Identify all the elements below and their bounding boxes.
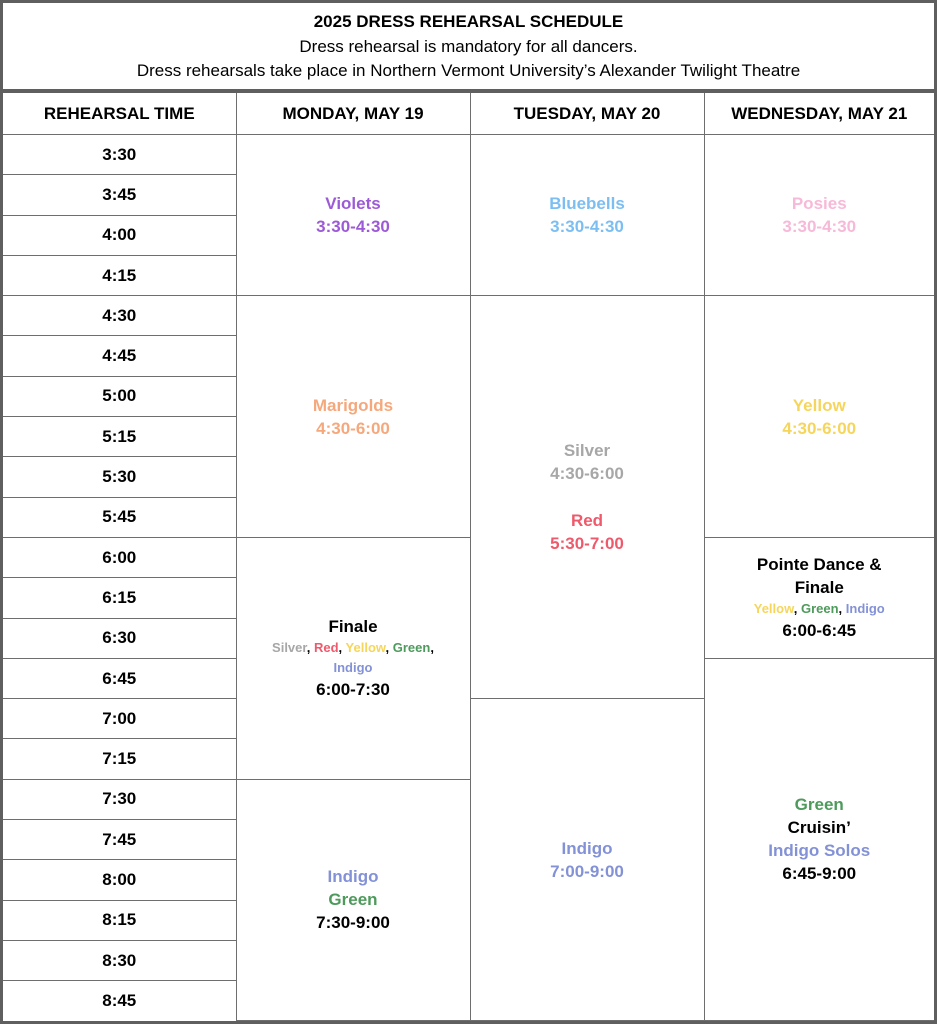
group-name: Yellow xyxy=(792,395,846,415)
monday-marigolds-block xyxy=(236,296,470,538)
time-cell: 6:30 xyxy=(3,618,236,658)
column-header-time: REHEARSAL TIME xyxy=(3,93,236,135)
time-cell: 6:00 xyxy=(3,537,236,577)
monday-finale-block: Finale Silver, Red, Yellow, Green, Indigo 6:00-7:30 xyxy=(236,537,470,779)
group-time: 6:00-6:45 xyxy=(782,621,857,641)
time-cell: 4:30 xyxy=(3,296,236,336)
group-name: Red xyxy=(570,511,604,531)
time-cell: 5:45 xyxy=(3,497,236,537)
wednesday-yellow-block xyxy=(704,296,934,538)
monday-violets-block xyxy=(236,135,470,296)
time-cell: 3:30 xyxy=(3,135,236,175)
wednesday-posies-block xyxy=(704,135,934,296)
column-header-tuesday: TUESDAY, MAY 20 xyxy=(470,93,704,135)
group-tag: Silver xyxy=(272,640,307,656)
schedule-header xyxy=(3,3,934,89)
tuesday-silver-red-block xyxy=(470,296,704,699)
group-name: Cruisin’ xyxy=(787,818,851,838)
wednesday-pointe-block: Pointe Dance & Finale Yellow, Green, Indigo 6:00-6:45 xyxy=(704,537,934,658)
time-cell: 5:30 xyxy=(3,457,236,497)
schedule-table xyxy=(3,93,934,1021)
group-tag: Yellow xyxy=(345,640,386,656)
time-cell: 6:45 xyxy=(3,658,236,698)
group-tag: Indigo xyxy=(845,601,885,617)
group-name: Posies xyxy=(791,194,847,214)
time-cell: 3:45 xyxy=(3,175,236,215)
group-name: Green xyxy=(794,795,844,815)
group-time: 6:45-9:00 xyxy=(782,864,857,884)
group-time: 4:30-6:00 xyxy=(316,418,390,438)
group-time: 3:30-4:30 xyxy=(550,217,624,237)
group-time: 7:30-9:00 xyxy=(316,913,390,933)
time-cell: 7:00 xyxy=(3,699,236,739)
group-name: Indigo Solos xyxy=(768,841,871,861)
group-time: 4:30-6:00 xyxy=(782,418,857,438)
group-tag: Green xyxy=(392,640,431,656)
group-tag: Red xyxy=(313,640,339,656)
time-cell: 5:00 xyxy=(3,376,236,416)
group-time: 3:30-4:30 xyxy=(782,217,857,237)
group-name: Finale xyxy=(328,617,378,637)
time-cell: 5:15 xyxy=(3,417,236,457)
table-header-row xyxy=(3,93,934,135)
tuesday-indigo-block xyxy=(470,699,704,1021)
group-tag: Yellow xyxy=(753,601,794,617)
group-name-cont: Finale xyxy=(794,578,844,598)
group-name: Bluebells xyxy=(549,194,625,214)
time-cell: 8:45 xyxy=(3,981,236,1021)
time-cell: 7:45 xyxy=(3,820,236,860)
table-row xyxy=(3,296,934,336)
monday-late-block xyxy=(236,779,470,1020)
wednesday-late-block xyxy=(704,658,934,1020)
table-row xyxy=(3,537,934,577)
time-cell: 4:00 xyxy=(3,215,236,255)
time-cell: 7:15 xyxy=(3,739,236,779)
table-row xyxy=(3,135,934,175)
group-name: Silver xyxy=(563,441,611,461)
group-name: Violets xyxy=(325,194,381,214)
group-time: 5:30-7:00 xyxy=(550,534,624,554)
time-cell: 4:45 xyxy=(3,336,236,376)
schedule-title: 2025 DRESS REHEARSAL SCHEDULE xyxy=(313,12,624,31)
time-cell: 7:30 xyxy=(3,779,236,819)
group-tag: Indigo xyxy=(333,660,373,676)
group-time: 6:00-7:30 xyxy=(316,680,390,700)
tuesday-bluebells-block xyxy=(470,135,704,296)
time-cell: 8:00 xyxy=(3,860,236,900)
group-time: 4:30-6:00 xyxy=(550,464,624,484)
location-note: Dress rehearsals take place in Northern Vermont University’s Alexander Twilight Theatre xyxy=(136,61,801,80)
mandatory-note: Dress rehearsal is mandatory for all dancers. xyxy=(299,37,638,56)
group-tag: Green xyxy=(800,601,839,617)
column-header-monday: MONDAY, MAY 19 xyxy=(236,93,470,135)
group-time: 3:30-4:30 xyxy=(316,217,390,237)
group-name: Pointe Dance & xyxy=(756,555,882,575)
time-cell: 4:15 xyxy=(3,255,236,295)
group-name: Indigo xyxy=(561,838,613,858)
time-cell: 8:30 xyxy=(3,940,236,980)
time-cell: 6:15 xyxy=(3,578,236,618)
column-header-wednesday: WEDNESDAY, MAY 21 xyxy=(704,93,934,135)
group-time: 7:00-9:00 xyxy=(550,861,624,881)
group-name: Indigo xyxy=(327,867,379,887)
time-cell: 8:15 xyxy=(3,900,236,940)
group-name: Marigolds xyxy=(312,395,394,415)
group-name: Green xyxy=(328,890,378,910)
